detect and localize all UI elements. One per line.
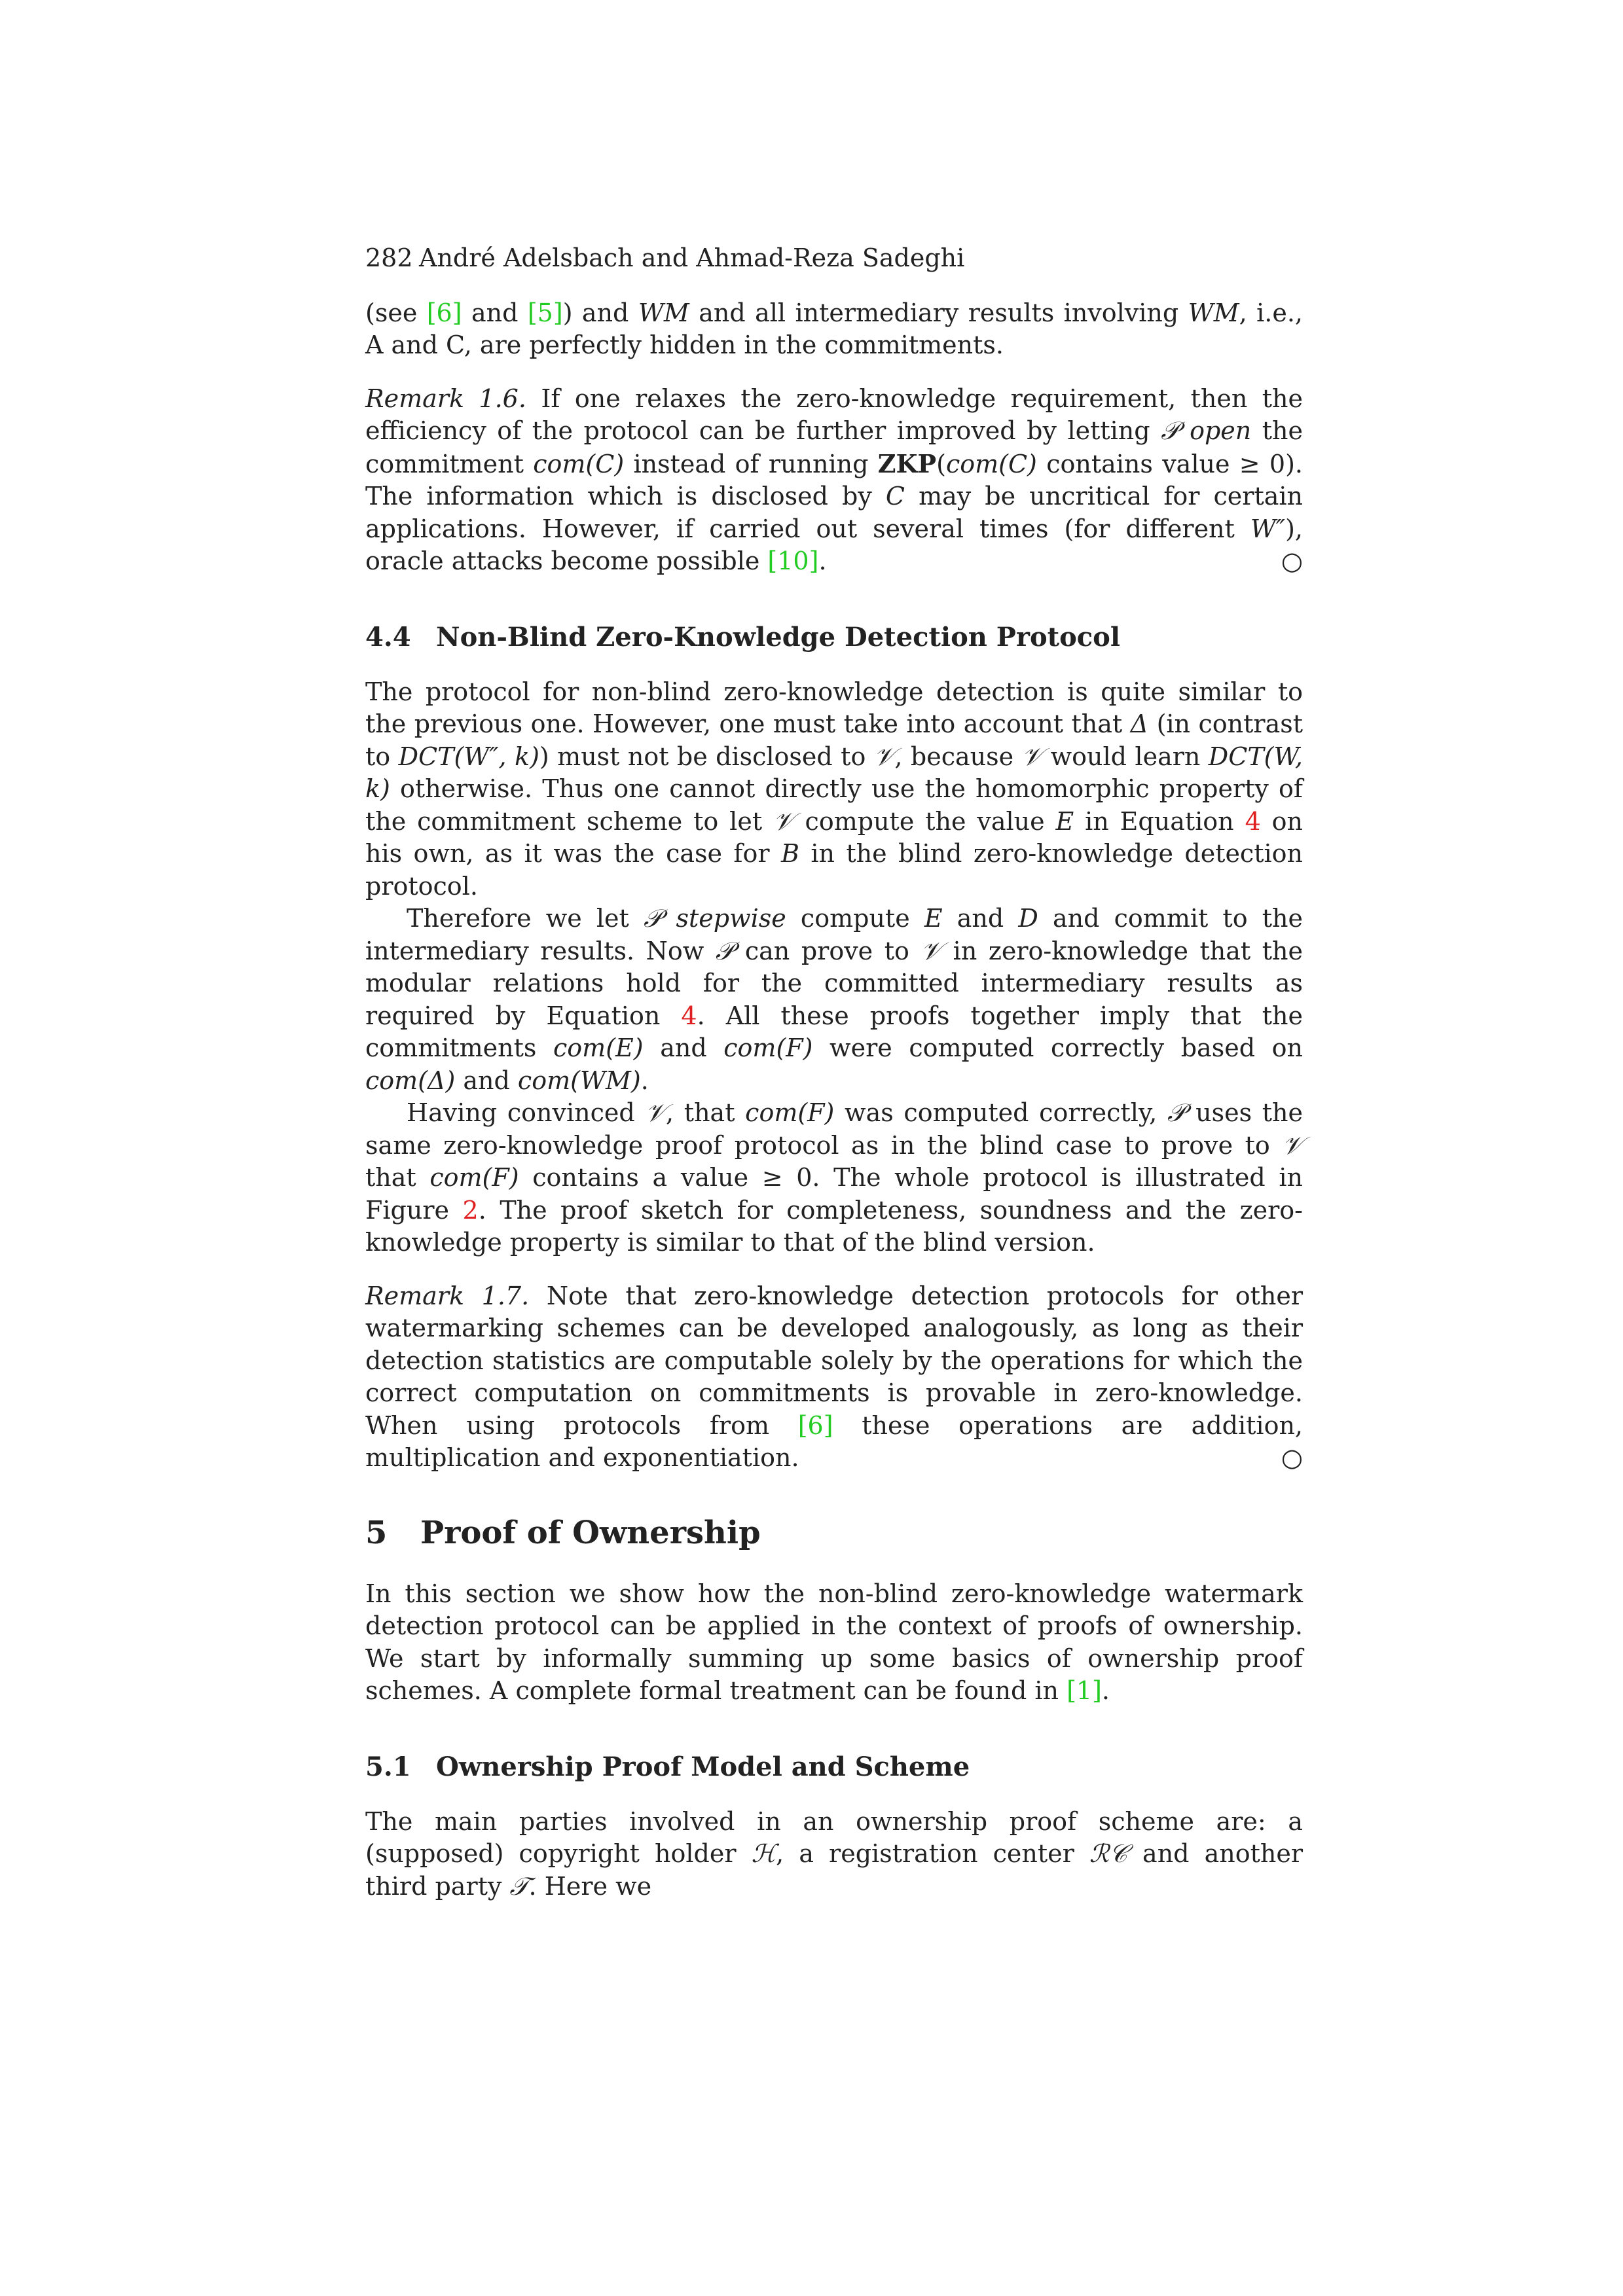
remark-label: Remark 1.6. bbox=[365, 384, 526, 413]
page-number: 282 bbox=[365, 243, 413, 272]
remark-label: Remark 1.7. bbox=[365, 1281, 530, 1310]
section-heading-4-4: 4.4 Non-Blind Zero-Knowledge Detection Protocol bbox=[365, 621, 1121, 653]
remark-1-6: Remark 1.6. If one relaxes the zero-knowledge requirement, then the efficiency of the protocol can be further improved by letting 𝒫 open the commitment com(C) instead of running ZKP(com(C) contains value ≥ 0). The information which is disclosed by C may be uncritical for certain applications. However, if carried out several times (for different W″), oracle attacks become possible [10]. ○ bbox=[365, 383, 1303, 578]
paragraph: The protocol for non-blind zero-knowledge detection is quite similar to the previous one. However, one must take into account that Δ (in contrast to DCT(W″, k)) must not be disclosed to 𝒱, because 𝒱 would learn DCT(W, k) otherwise. Thus one cannot directly use the homomorphic property of the commitment scheme to let 𝒱 compute the value E in Equation 4 on his own, as it was the case for B in the blind zero-knowledge detection protocol. bbox=[365, 677, 1304, 901]
citation-link[interactable]: [6] bbox=[426, 298, 462, 327]
section-heading-5: 5 Proof of Ownership bbox=[365, 1514, 761, 1551]
paragraph: Therefore we let 𝒫 stepwise compute E and D and commit to the intermediary results. Now 𝒫 can prove to 𝒱 in zero-knowledge that the modular relations hold for the committed intermediary results as required by Equation 4. All these proofs together imply that the commitments com(E) and com(F) were computed correctly based on com(Δ) and com(WM). bbox=[365, 904, 1304, 1095]
citation-link[interactable]: [1] bbox=[1067, 1676, 1102, 1705]
figure-link[interactable]: 2 bbox=[462, 1195, 479, 1225]
running-head bbox=[365, 242, 1303, 275]
citation-link[interactable]: [6] bbox=[797, 1410, 833, 1440]
citation-link[interactable]: [5] bbox=[527, 298, 563, 327]
end-of-remark-icon: ○ bbox=[1281, 547, 1303, 575]
equation-link[interactable]: 4 bbox=[1245, 806, 1261, 836]
equation-link[interactable]: 4 bbox=[681, 1001, 697, 1030]
paragraph: The main parties involved in an ownership proof scheme are: a (supposed) copyright holder ℋ, a registration center ℛ𝒞 and another third party 𝒯. Here we bbox=[365, 1806, 1303, 1901]
citation-link[interactable]: [10] bbox=[767, 547, 819, 575]
running-head-authors: André Adelsbach and Ahmad-Reza Sadeghi bbox=[419, 243, 965, 272]
remark-1-7: Remark 1.7. Note that zero-knowledge detection protocols for other watermarking schemes can be developed analogously, as long as their detection statistics are computable solely by the operations for which the correct computation on commitments is provable in zero-knowledge. When using protocols from [6] these operations are addition, multiplication and exponentiation. ○ bbox=[365, 1280, 1303, 1475]
section-heading-5-1: 5.1 Ownership Proof Model and Scheme bbox=[365, 1751, 970, 1782]
paragraph-continuation: (see [6] and [5]) and WM and all intermediary results involving WM, i.e., A and C, are perfectly hidden in the commitments. bbox=[365, 298, 1304, 359]
page-body bbox=[365, 242, 1303, 1903]
paragraph: In this section we show how the non-blind zero-knowledge watermark detection protocol can be applied in the context of proofs of ownership. We start by informally summing up some basics of ownership proof schemes. A complete formal treatment can be found in [1]. bbox=[365, 1579, 1303, 1705]
paragraph: Having convinced 𝒱, that com(F) was computed correctly, 𝒫 uses the same zero-knowledge proof protocol as in the blind case to prove to 𝒱 that com(F) contains a value ≥ 0. The whole protocol is illustrated in Figure 2. The proof sketch for completeness, soundness and the zero-knowledge property is similar to that of the blind version. bbox=[365, 1098, 1303, 1257]
end-of-remark-icon: ○ bbox=[1281, 1443, 1303, 1472]
